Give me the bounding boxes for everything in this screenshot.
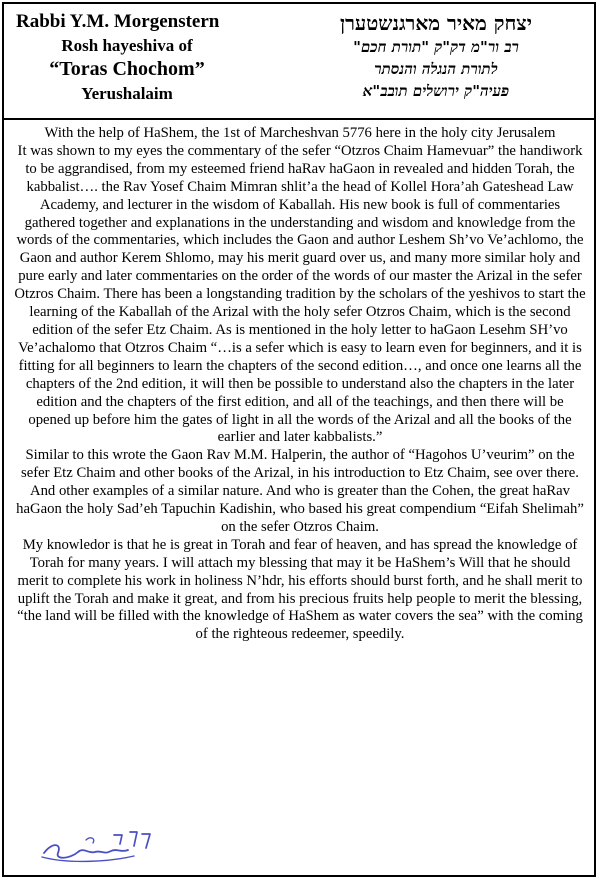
yeshiva-name: “Toras Chochom” — [49, 58, 205, 80]
letter-paragraph: Similar to this wrote the Gaon Rav M.M. Halperin, the author of “Hagohos U’veurim” on the sefer Etz Chaim and other books of the Arizal, in his introduction to Etz Chaim, see over there. And other examples of a similar nature. And who is greater than the Cohen, the great haRav haGaon the holy Sad’eh Tapuchin Kadishin, who based his great compendium “Eifah Shelimah” on the sefer Otzros Chaim. — [16, 447, 584, 535]
hebrew-city-line: פעיה"ק ירושלים תובב"א — [362, 82, 510, 100]
letter-paragraph: My knowledor is that he is great in Torah and fear of heaven, and has spread the knowledge of Torah for many years. I will attach my blessing that may it be HaShem’s Will that he should merit to complete his work in holiness N’hdr, his efforts should burst forth, and he shall merit to uplift the Torah and make it great, and from his precious fruits help people to merit the blessing, “the land will be filled with the knowledge of HaShem as water covers the sea” with the coming of the righteous redeemer, speedily. — [17, 536, 583, 643]
letter-date-line: With the help of HaShem, the 1st of Marcheshvan 5776 here in the holy city Jerusalem — [44, 125, 556, 141]
hebrew-rabbi-name: יצחק מאיר מארגנשטערן — [339, 11, 533, 35]
rabbi-title: Rosh hayeshiva of — [61, 36, 193, 55]
letter-body — [14, 125, 586, 644]
hebrew-title-line: רב ור"מ דק"ק "תורת חכם" — [353, 38, 519, 56]
letter-page — [2, 2, 596, 877]
hebrew-subtitle-line: לתורת הנגלה והנסתר — [374, 60, 498, 78]
rabbi-name: Rabbi Y.M. Morgenstern — [16, 11, 220, 32]
english-letterhead — [12, 10, 242, 105]
handwritten-signature — [38, 826, 158, 866]
letter-paragraph: It was shown to my eyes the commentary of the sefer “Otzros Chaim Hamevuar” the handiwork to be aggrandised, from my esteemed friend haRav haGaon in revealed and hidden Torah, the kabbalist…. the Rav Yosef Chaim Mimran shlit’a the head of Kollel Hora’ah Gateshead Law Academy, and lecturer in the wisdom of Kaballah. His new book is full of commentaries gathered together and explanations in the understanding and wisdom and knowledge from the words of the commentaries, which includes the Gaon and author Leshem Sh’vo Ve’achlomo, the Gaon and author Kerem Shlomo, may his merit guard over us, and many more similar holy and pure early and later commentaries on the order of the words of our master the Arizal in the sefer Otzros Chaim. There has been a longstanding tradition by the scholars of the yeshivos to start the learning of the Kaballah of the Arizal with the holy sefer Otzros Chaim, which is the second edition of the sefer Etz Chaim. As is mentioned in the holy letter to haGaon Lesehm SH’vo Ve’achalomo that Otzros Chaim “…is a sefer which is easy to learn even for beginners, and it is fitting for all beginners to learn the chapters of the second edition…, and once one learns all the chapters of the 2nd edition, it will then be possible to understand also the chapters in the later edition and the chapters of the first edition, and all of the teachings, and then there will be opened up before him the gates of light in all the words of the Arizal and all the books of the earlier and later kabbalists.” — [14, 142, 586, 446]
hebrew-letterhead — [286, 10, 586, 102]
letterhead — [4, 4, 594, 120]
city-name: Yerushalaim — [81, 84, 173, 103]
